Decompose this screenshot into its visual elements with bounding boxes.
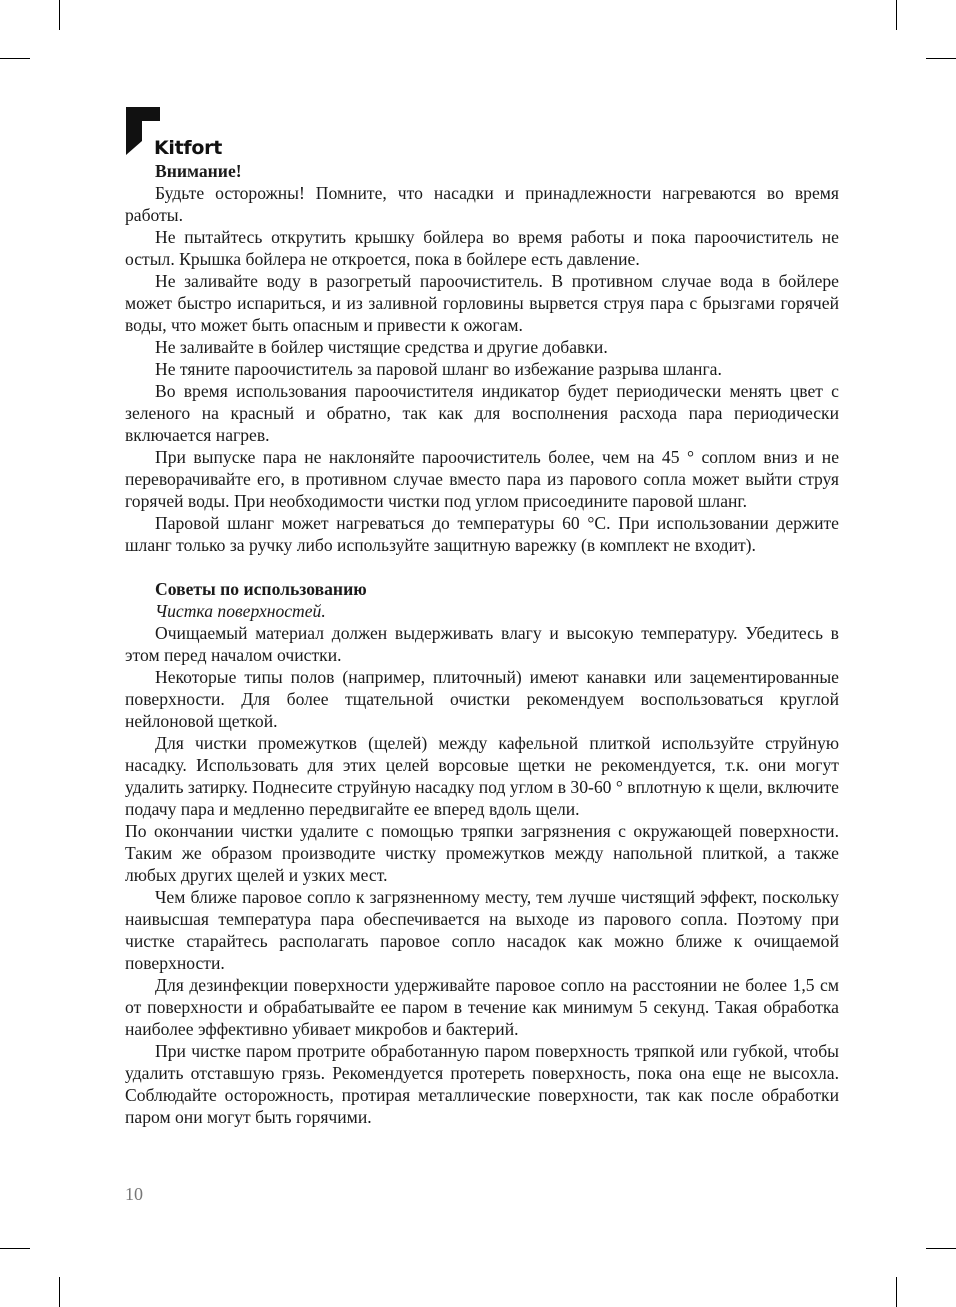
warning-paragraph: Не заливайте в бойлер чистящие средства и другие добавки.: [155, 337, 608, 357]
warning-paragraph: Не тяните пароочиститель за паровой шланг во избежание разрыва шланга.: [155, 359, 722, 379]
warning-paragraph: Будьте осторожны! Помните, что насадки и принадлежности нагреваются во время работы.: [125, 183, 839, 225]
page-content: [125, 160, 839, 1128]
section-spacer: [125, 556, 839, 578]
brand-logo: [126, 107, 246, 157]
tips-paragraph: Некоторые типы полов (например, плиточный) имеют канавки или зацементированные поверхности. Для более тщательной очистки рекомендуем воспользоваться круглой нейлоновой щеткой.: [125, 667, 839, 731]
crop-mark-top-left-v: [59, 0, 60, 30]
warning-paragraph: Не заливайте воду в разогретый пароочиститель. В противном случае вода в бойлере может быстро испариться, и из заливной горловины вырвется струя пара с брызгами горячей воды, что может быть опасным и привести к ожогам.: [125, 271, 839, 335]
tips-paragraph: При чистке паром протрите обработанную паром поверхность тряпкой или губкой, чтобы удалить отставшую грязь. Рекомендуется протереть поверхность, пока она еще не высохла. Соблюдайте осторожность, протирая металлические поверхности, так как после обработки паром они могут быть горячими.: [125, 1041, 839, 1127]
warning-heading: Внимание!: [155, 161, 242, 181]
crop-mark-bottom-right-v: [896, 1277, 897, 1307]
crop-mark-top-right-h: [926, 58, 956, 59]
crop-mark-bottom-left-h: [0, 1248, 30, 1249]
tips-paragraph: Чем ближе паровое сопло к загрязненному месту, тем лучше чистящий эффект, поскольку наивысшая температура пара обеспечивается на выходе из парового сопла. Поэтому при чистке старайтесь располагать паровое сопло насадок как можно ближе к очищаемой поверхности.: [125, 887, 839, 973]
crop-mark-top-right-v: [896, 0, 897, 30]
tips-paragraph: Для дезинфекции поверхности удерживайте паровое сопло на расстоянии не более 1,5 см от поверхности и обрабатывайте ее паром в течение как минимум 5 секунд. Такая обработка наиболее эффективно убивает микробов и бактерий.: [125, 975, 839, 1039]
page-number: 10: [125, 1184, 143, 1204]
tips-subheading: Чистка поверхностей.: [155, 601, 326, 621]
tips-paragraph-continued: По окончании чистки удалите с помощью тряпки загрязнения с окружающей поверхности. Таким же образом производите чистку промежутков между напольной плиткой, а также любых других щелей и узких мест.: [125, 821, 839, 885]
crop-mark-bottom-left-v: [59, 1277, 60, 1307]
warning-paragraph: При выпуске пара не наклоняйте пароочиститель более, чем на 45 ° соплом вниз и не переворачивайте его, в противном случае вместо пара из парового сопла может выйти струя горячей воды. При необходимости чистки под углом присоедините паровой шланг.: [125, 447, 839, 511]
warning-paragraph: Паровой шланг может нагреваться до температуры 60 °С. При использовании держите шланг только за ручку либо используйте защитную варежку (в комплект не входит).: [125, 513, 839, 555]
tips-paragraph: Для чистки промежутков (щелей) между кафельной плиткой используйте струйную насадку. Использовать для этих целей ворсовые щетки не рекомендуется, т.к. они могут удалить затирку. Поднесите струйную насадку под углом в 30-60 ° вплотную к щели, включите подачу пара и медленно передвигайте ее вперед вдоль щели.: [125, 733, 839, 819]
tips-paragraph: Очищаемый материал должен выдерживать влагу и высокую температуру. Убедитесь в этом перед началом очистки.: [125, 623, 839, 665]
warning-paragraph: Не пытайтесь открутить крышку бойлера во время работы и пока пароочиститель не остыл. Крышка бойлера не откроется, пока в бойлере есть давление.: [125, 227, 839, 269]
tips-heading: Советы по использованию: [155, 579, 367, 599]
brand-name: Kitfort: [154, 137, 222, 159]
crop-mark-top-left-h: [0, 58, 30, 59]
warning-paragraph: Во время использования пароочистителя индикатор будет периодически менять цвет с зеленого на красный и обратно, так как для восполнения расхода пара периодически включается нагрев.: [125, 381, 839, 445]
crop-mark-bottom-right-h: [926, 1248, 956, 1249]
